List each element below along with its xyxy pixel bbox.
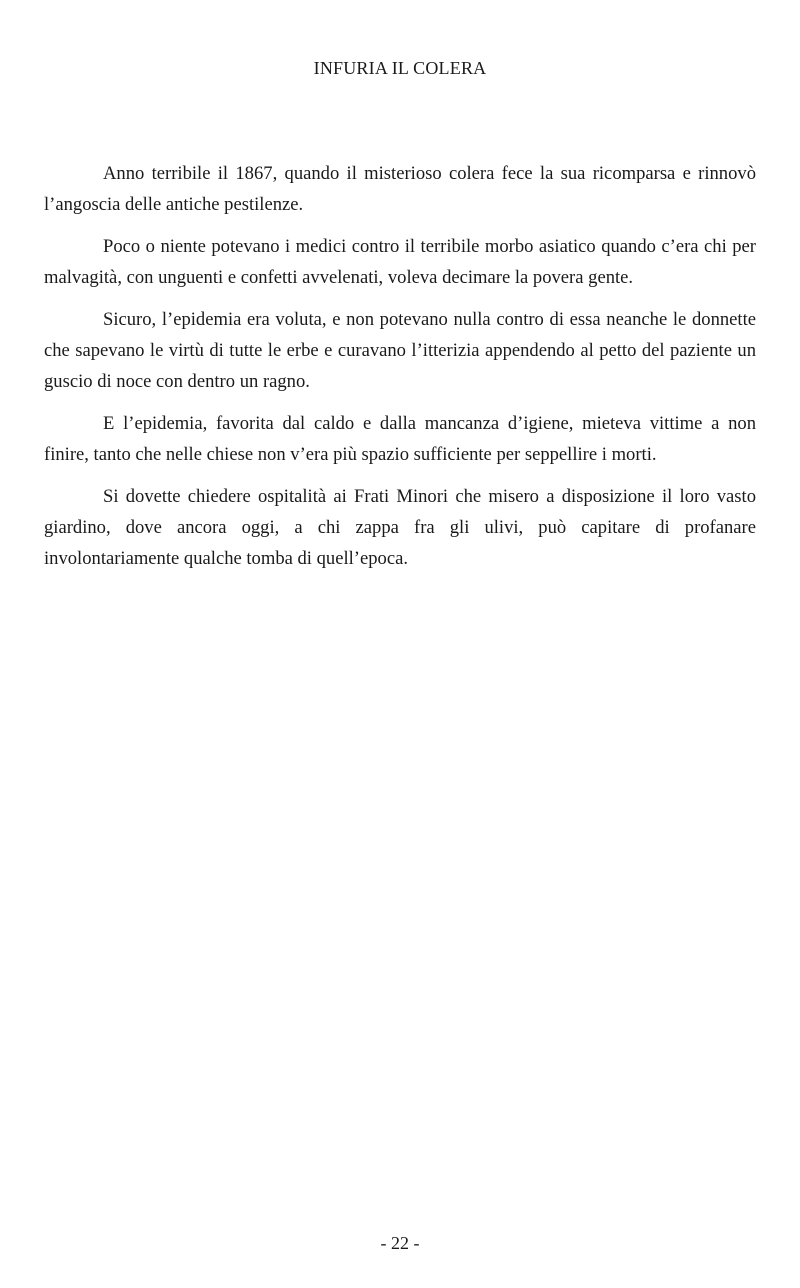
paragraph: Si dovette chiedere ospitalità ai Frati Minori che misero a disposizione il loro vasto giardino, dove ancora oggi, a chi zappa fra gli ulivi, può capitare di profanare involontariamente qualche tomba di quell’epoca. <box>44 486 756 569</box>
body-text <box>44 158 756 585</box>
chapter-title: INFURIA IL COLERA <box>313 58 487 78</box>
page-number: - 22 - <box>380 1233 420 1253</box>
paragraph: Anno terribile il 1867, quando il misterioso colera fece la sua ricomparsa e rinnovò l’angoscia delle antiche pestilenze. <box>44 163 756 215</box>
paragraph: E l’epidemia, favorita dal caldo e dalla mancanza d’igiene, mieteva vittime a non finire, tanto che nelle chiese non v’era più spazio sufficiente per seppellire i morti. <box>44 413 756 465</box>
paragraph: Sicuro, l’epidemia era voluta, e non potevano nulla contro di essa neanche le donnette che sapevano le virtù di tutte le erbe e curavano l’itterizia appendendo al petto del paziente un guscio di noce con dentro un ragno. <box>44 309 756 392</box>
paragraph: Poco o niente potevano i medici contro il terribile morbo asiatico quando c’era chi per malvagità, con unguenti e confetti avvelenati, voleva decimare la povera gente. <box>44 236 756 288</box>
